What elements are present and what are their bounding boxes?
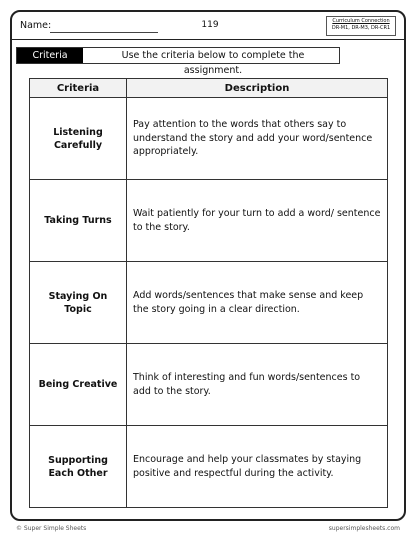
instruction-text: Use the criteria below to complete the assignment. bbox=[121, 50, 305, 76]
worksheet-header bbox=[20, 16, 396, 38]
footer-copyright: © Super Simple Sheets bbox=[16, 525, 87, 532]
curriculum-title: Curriculum Connection bbox=[332, 18, 390, 24]
column-header-description: Description bbox=[127, 79, 388, 98]
table-row bbox=[30, 426, 388, 508]
description-cell: Encourage and help your classmates by staying positive and respectful during the activity. bbox=[127, 426, 388, 508]
column-header-criteria: Criteria bbox=[30, 79, 127, 98]
criteria-cell: Listening Carefully bbox=[30, 98, 127, 180]
instruction-bar bbox=[16, 47, 340, 76]
criteria-cell: Staying On Topic bbox=[30, 262, 127, 344]
curriculum-connection-box bbox=[326, 16, 396, 36]
name-label: Name: bbox=[20, 20, 52, 31]
page-number: 119 bbox=[201, 20, 219, 30]
table-row bbox=[30, 344, 388, 426]
criteria-table bbox=[29, 78, 388, 508]
description-cell: Pay attention to the words that others say to understand the story and add your word/sentence appropriately. bbox=[127, 98, 388, 180]
description-cell: Add words/sentences that make sense and keep the story going in a clear direction. bbox=[127, 262, 388, 344]
table-header-row bbox=[30, 79, 388, 98]
criteria-cell: Supporting Each Other bbox=[30, 426, 127, 508]
header-divider bbox=[12, 39, 404, 40]
criteria-tag: Criteria bbox=[17, 48, 83, 63]
footer-website: supersimplesheets.com bbox=[328, 525, 400, 532]
criteria-cell: Taking Turns bbox=[30, 180, 127, 262]
description-cell: Think of interesting and fun words/sentences to add to the story. bbox=[127, 344, 388, 426]
criteria-cell: Being Creative bbox=[30, 344, 127, 426]
description-cell: Wait patiently for your turn to add a word/ sentence to the story. bbox=[127, 180, 388, 262]
name-line bbox=[50, 32, 158, 33]
table-row bbox=[30, 262, 388, 344]
table-row bbox=[30, 98, 388, 180]
curriculum-codes: DR-M1, DR-M3, DR-CR1 bbox=[331, 25, 391, 31]
table-row bbox=[30, 180, 388, 262]
